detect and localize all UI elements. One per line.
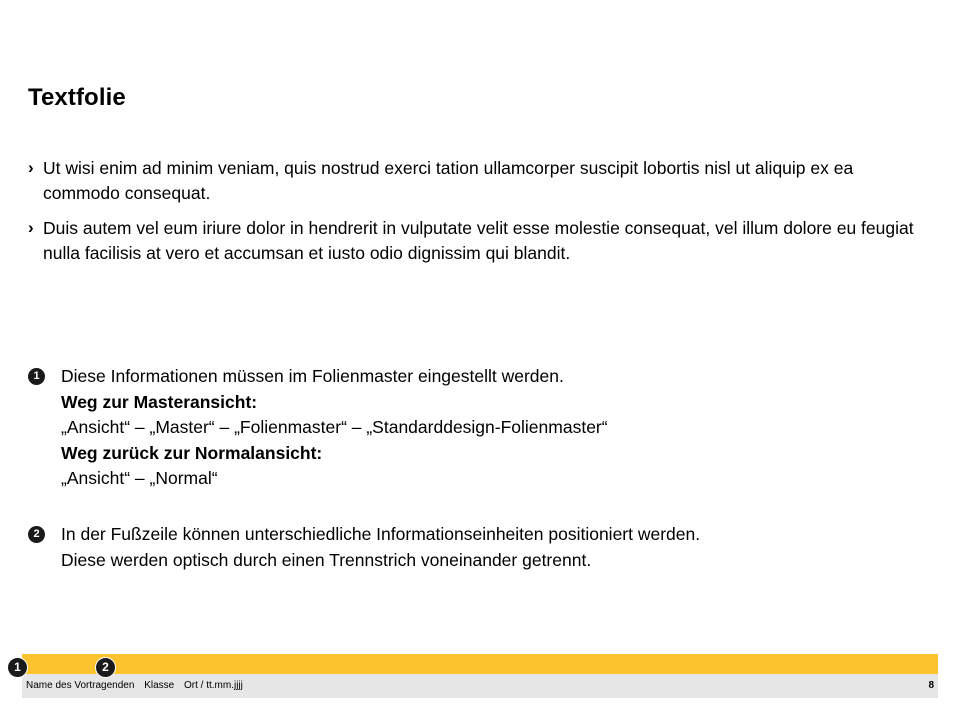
footer-info bbox=[26, 680, 250, 691]
note-master-info bbox=[28, 364, 928, 492]
page-number: 8 bbox=[928, 680, 934, 691]
slide-title: Textfolie bbox=[28, 84, 126, 111]
footer-place-date: Ort / tt.mm.jjjj bbox=[183, 680, 243, 691]
note-line: In der Fußzeile können unterschiedliche Informationseinheiten positioniert werden. bbox=[61, 524, 701, 544]
note-line: Diese werden optisch durch einen Trennstrich voneinander getrennt. bbox=[61, 549, 592, 570]
note-text bbox=[61, 364, 928, 492]
note-heading: Weg zur Masteransicht: bbox=[61, 391, 258, 412]
bullet-list bbox=[28, 156, 928, 276]
note-footer-info bbox=[28, 522, 928, 573]
note-line: „Ansicht“ – „Master“ – „Folienmaster“ – „Standarddesign-Folienmaster“ bbox=[61, 417, 608, 437]
footer-number-badge-icon: 2 bbox=[95, 657, 116, 678]
bullet-text: Ut wisi enim ad minim veniam, quis nostrud exerci tation ullamcorper suscipit lobortis nisl ut aliquip ex ea commodo consequat. bbox=[43, 158, 854, 203]
note-heading: Weg zurück zur Normalansicht: bbox=[61, 442, 323, 463]
footer-accent-bar bbox=[22, 654, 938, 674]
bullet-item bbox=[28, 216, 928, 266]
chevron-right-icon: › bbox=[28, 158, 34, 177]
footer-class: Klasse bbox=[144, 680, 175, 691]
bullet-item bbox=[28, 156, 928, 206]
footer-number-badge-icon: 1 bbox=[7, 657, 28, 678]
number-badge-icon: 1 bbox=[28, 368, 45, 385]
note-line: „Ansicht“ – „Normal“ bbox=[61, 468, 218, 488]
chevron-right-icon: › bbox=[28, 218, 34, 237]
footer-presenter: Name des Vortragenden bbox=[26, 680, 135, 691]
bullet-text: Duis autem vel eum iriure dolor in hendrerit in vulputate velit esse molestie consequat, vel illum dolore eu feugiat nulla facilisis at vero et accumsan et iusto odio dignissim qui blandit. bbox=[43, 218, 914, 263]
note-line: Diese Informationen müssen im Folienmaster eingestellt werden. bbox=[61, 366, 564, 386]
number-badge-icon: 2 bbox=[28, 526, 45, 543]
note-text bbox=[61, 522, 928, 573]
